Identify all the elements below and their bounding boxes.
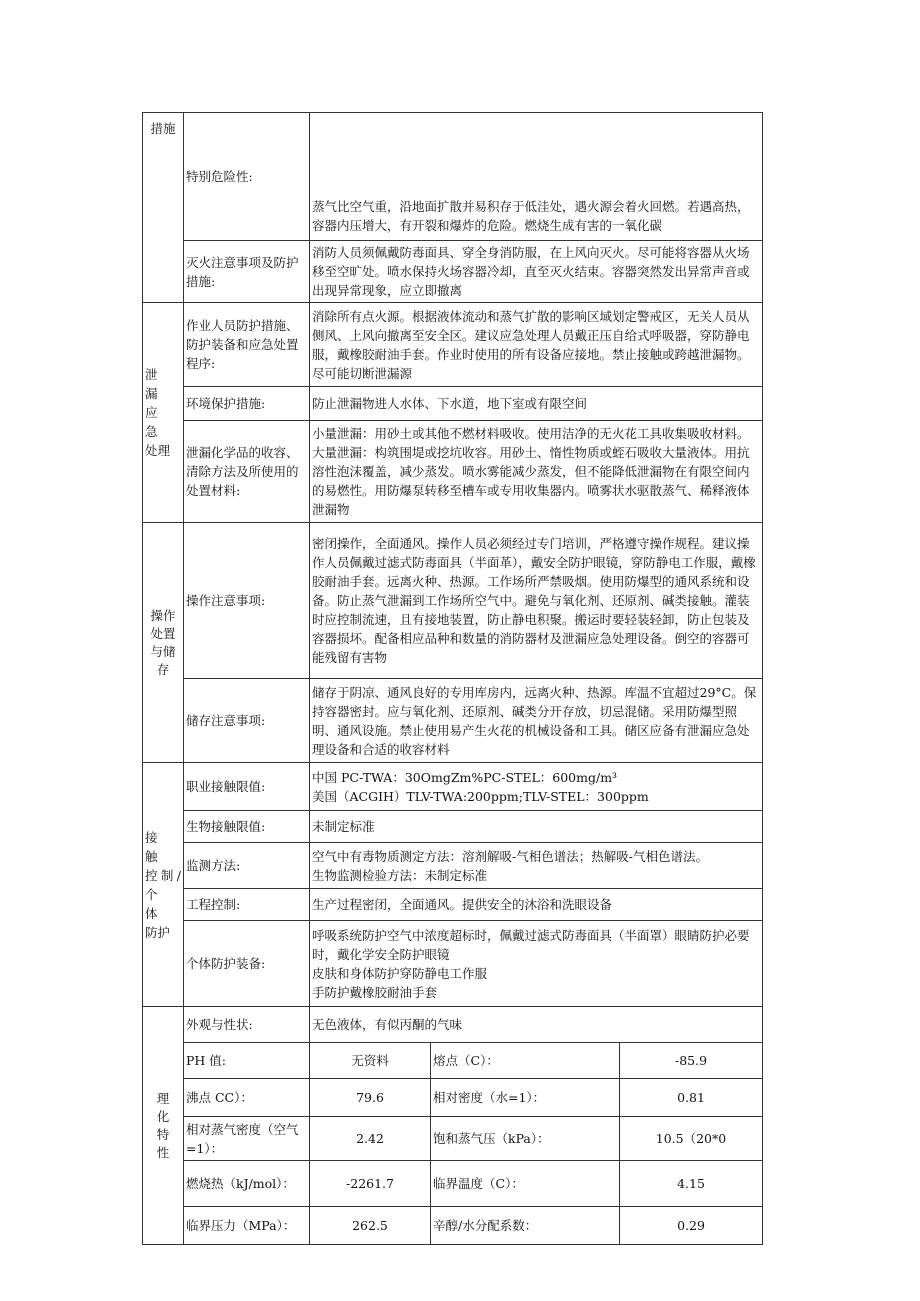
value-environment: 防止泄漏物进人水体、下水道，地下室或有限空间	[310, 387, 763, 421]
value-handling: 密闭操作，全面通风。操作人员必须经过专门培训，严格遵守操作规程。建议操作人员佩戴过滤式防毒面具（半面革），戴安全防护眼镜，穿防静电工作服，戴橡胶耐油手套。远离火种、热源。工作场所严禁吸烟。使用防爆型的通风系统和设备。防止蒸气泄漏到工作场所空气中。避免与氧化剂、还原剂、碱类接触。灌装时应控制流速，且有接地装置，防止静电积聚。搬运时要轻装轻卸，防止包装及容器损坏。配备相应品种和数量的消防器材及泄漏应急处理设备。倒空的容器可能残留有害物	[310, 523, 763, 679]
value-partition-coefficient: 0.29	[620, 1207, 763, 1245]
category-handling-line4: 存	[156, 661, 170, 677]
value-monitoring	[310, 843, 763, 889]
label-combustion-heat: 燃烧热（kJ/mol）：	[184, 1161, 310, 1207]
row-ppe	[143, 921, 763, 1007]
value-critical-temperature: 4.15	[620, 1161, 763, 1207]
value-vapor-density: 2.42	[310, 1117, 431, 1161]
category-handling	[143, 523, 184, 763]
value-vapor-pressure: 10.5（20*0	[620, 1117, 763, 1161]
row-ph-melting	[143, 1043, 763, 1079]
ppe-hand: 手防护戴橡胶耐油手套	[312, 984, 438, 1000]
label-boiling-point: 沸点 CC）：	[184, 1079, 310, 1117]
label-personal-protection: 作业人员防护措施、防护装备和应急处置程序:	[184, 303, 310, 387]
value-ppe	[310, 921, 763, 1007]
category-leak-line1: 泄 漏	[145, 367, 171, 401]
value-appearance: 无色液体，有似丙酮的气味	[310, 1007, 763, 1043]
category-handling-line2: 处置	[150, 625, 176, 641]
value-special-hazard: 蒸气比空气重，沿地面扩散并易积存于低洼处，遇火源会着火回燃。若遇高热，容器内压增大，有开裂和爆炸的危险。燃烧生成有害的一氧化碳	[310, 113, 763, 241]
label-ph: PH 值:	[184, 1043, 310, 1079]
label-vapor-density: 相对蒸气密度（空气=1）：	[184, 1117, 310, 1161]
monitoring-air: 空气中有毒物质测定方法：溶剂解吸-气相色谱法；热解吸-气相色谱法。	[312, 848, 708, 864]
label-storage: 储存注意事项:	[184, 679, 310, 763]
row-storage	[143, 679, 763, 763]
value-critical-pressure: 262.5	[310, 1207, 431, 1245]
monitoring-bio: 生物监测检验方法：未制定标准	[312, 867, 488, 883]
engineering-control-text: 生产过程密闭，全面通风。提供安全的沐浴和洗眼设备	[312, 897, 613, 912]
row-critical-pressure-partition	[143, 1207, 763, 1245]
value-spill-cleanup: 小量泄漏：用砂土或其他不燃材料吸收。使用洁净的无火花工具收集吸收材料。大量泄漏：构筑围堤或挖坑收容。用砂土、惰性物质或蛭石吸收大量液体。用抗溶性泡沫覆盖，减少蒸发。喷水雾能减少蒸发，但不能降低泄漏物在有限空间内的易燃性。用防爆泵转移至槽车或专用收集器内。喷雾状水驱散蒸气、稀释液体泄漏物	[310, 421, 763, 523]
row-monitoring	[143, 843, 763, 889]
ppe-skin: 皮肤和身体防护穿防静电工作服	[312, 965, 488, 981]
row-personal-protection	[143, 303, 763, 387]
value-biological-limit	[310, 811, 763, 843]
label-engineering-control: 工程控制:	[184, 889, 310, 921]
occupational-limit-usa: 美国（ACGIH）TLV-TWA:200ppm;TLV-STEL：300ppm	[312, 788, 649, 804]
category-physchem-line3: 特	[156, 1126, 170, 1142]
category-exposure-line4: 防护	[145, 924, 171, 940]
label-melting-point: 熔点（C）：	[431, 1043, 620, 1079]
row-handling	[143, 523, 763, 679]
value-combustion-heat: -2261.7	[310, 1161, 431, 1207]
label-vapor-pressure: 饱和蒸气压（kPa）：	[431, 1117, 620, 1161]
label-handling: 操作注意事项:	[184, 523, 310, 679]
occupational-limit-china: 中国 PC-TWA：30OmgZm%PC-STEL：600mg/m³	[312, 769, 618, 785]
label-monitoring: 监测方法:	[184, 843, 310, 889]
row-vapor	[143, 1117, 763, 1161]
label-critical-temperature: 临界温度（C）：	[431, 1161, 620, 1207]
row-special-hazard	[143, 113, 763, 241]
label-critical-pressure: 临界压力（MPa）：	[184, 1207, 310, 1245]
ppe-respiratory-eye: 呼吸系统防护空气中浓度超标时，佩戴过滤式防毒面具（半面罩）眼睛防护必要时，戴化学安全防护眼镜	[312, 927, 750, 962]
category-handling-line3: 与储	[150, 643, 176, 659]
label-partition-coefficient: 辛醇/水分配系数：	[431, 1207, 620, 1245]
value-relative-density: 0.81	[620, 1079, 763, 1117]
row-spill-cleanup	[143, 421, 763, 523]
value-boiling-point: 79.6	[310, 1079, 431, 1117]
label-special-hazard: 特别危险性:	[184, 113, 310, 241]
category-leak	[143, 303, 184, 523]
category-leak-line2: 应 急	[145, 405, 171, 439]
label-occupational-limit: 职业接触限值:	[184, 763, 310, 811]
value-storage: 储存于阴凉、通风良好的专用库房内，远离火种、热源。库温不宜超过29°C。保持容器密封。应与氧化剂、还原剂、碱类分开存放，切忌混储。采用防爆型照明、通风设施。禁止使用易产生火花的机械设备和工具。储区应备有泄漏应急处理设备和合适的收容材料	[310, 679, 763, 763]
category-exposure-line2: 控制/	[145, 867, 181, 883]
row-biological-limit	[143, 811, 763, 843]
value-fire-fighting: 消防人员须佩戴防毒面具、穿全身消防服，在上风向灭火。尽可能将容器从火场移至空旷处。喷水保持火场容器冷却，直至灭火结束。容器突然发出异常声音或出现异常现象，应立即撤离	[310, 241, 763, 303]
category-physchem-line4: 性	[156, 1144, 170, 1160]
category-physchem-line1: 理	[156, 1090, 170, 1106]
row-environment	[143, 387, 763, 421]
row-fire-fighting	[143, 241, 763, 303]
category-measures: 措施	[143, 113, 184, 303]
value-engineering-control	[310, 889, 763, 921]
row-engineering-control	[143, 889, 763, 921]
row-appearance	[143, 1007, 763, 1043]
category-leak-line3: 处理	[145, 443, 171, 458]
label-appearance: 外观与性状:	[184, 1007, 310, 1043]
category-physchem	[143, 1007, 184, 1245]
label-ppe: 个体防护装备:	[184, 921, 310, 1007]
msds-table	[142, 112, 763, 1245]
value-ph: 无资料	[310, 1043, 431, 1079]
label-fire-fighting: 灭火注意事项及防护措施:	[184, 241, 310, 303]
value-personal-protection: 消除所有点火源。根据液体流动和蒸气扩散的影响区域划定警戒区，无关人员从侧风、上风向撤离至安全区。建议应急处理人员戴正压自给式呼吸器，穿防静电服，戴橡胶耐油手套。作业时使用的所有设备应接地。禁止接触或跨越泄漏物。尽可能切断泄漏源	[310, 303, 763, 387]
row-boiling-density	[143, 1079, 763, 1117]
label-environment: 环境保护措施:	[184, 387, 310, 421]
value-occupational-limit	[310, 763, 763, 811]
category-handling-line1: 操作	[150, 607, 176, 623]
label-spill-cleanup: 泄漏化学品的收容、清除方法及所使用的处置材料:	[184, 421, 310, 523]
category-physchem-line2: 化	[156, 1108, 170, 1124]
label-biological-limit: 生物接触限值:	[184, 811, 310, 843]
category-exposure	[143, 763, 184, 1007]
row-combustion-critical-temp	[143, 1161, 763, 1207]
category-exposure-line3: 个 体	[145, 886, 171, 921]
value-melting-point: -85.9	[620, 1043, 763, 1079]
category-exposure-line1: 接 触	[145, 829, 171, 864]
label-relative-density: 相对密度（水=1）：	[431, 1079, 620, 1117]
biological-limit-text: 未制定标准	[312, 819, 375, 834]
row-occupational-limit	[143, 763, 763, 811]
